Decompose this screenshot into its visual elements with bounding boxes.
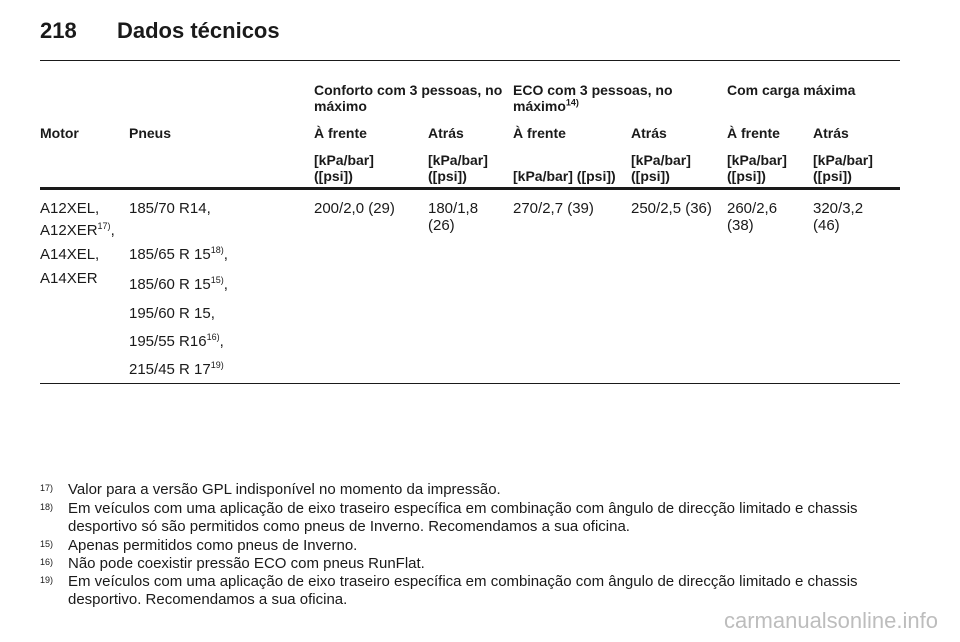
pressure-value-comfort-front: 200/2,0 (29) [314,200,395,217]
col-header-tyres: Pneus [129,125,172,141]
motor-cell: A12XER$^{17)}$, [40,221,115,239]
group-header-max-load: Com carga máxima [727,82,856,98]
col-header-max-rear: Atrás [813,125,849,141]
bottom-rule [40,383,900,384]
col-header-eco-front: À frente [513,125,566,141]
col-header-motor: Motor [40,125,79,141]
footnote-text: Apenas permitidos como pneus de Inverno. [68,537,358,554]
header-rule [40,187,900,190]
footnote-text: Em veículos com uma aplicação de eixo traseiro específica em combinação com ângulo de direcção limitado e chassis desportivo só são permitidos como pneus de Inverno. Recomendamos a sua oficina. [68,500,858,535]
unit-header: [kPa/bar] ([psi]) [813,152,873,184]
tyre-cell: 195/55 R16$^{16)}$, [129,332,224,350]
footnote-text: Em veículos com uma aplicação de eixo traseiro específica em combinação com ângulo de direcção limitado e chassis desportivo. Recomendamos a sua oficina. [68,573,858,608]
footnote-text: Valor para a versão GPL indisponível no momento da impressão. [68,481,501,498]
motor-cell: A14XER [40,270,98,287]
footnote-mark: 16) [40,557,54,567]
group-header-comfort: Conforto com 3 pessoas, no máximo [314,82,503,114]
tyre-cell: 195/60 R 15, [129,305,215,322]
unit-header: [kPa/bar] ([psi]) [631,152,691,184]
footnote-mark: 17) [40,483,54,493]
pressure-value-max-front: 260/2,6 (38) [727,200,778,234]
tyre-cell: 215/45 R 17$^{19)}$ [129,360,224,378]
top-rule [40,60,900,61]
col-header-comfort-front: À frente [314,125,367,141]
unit-header: [kPa/bar] ([psi]) [428,152,488,184]
unit-header: [kPa/bar] ([psi]) [513,168,616,184]
col-header-max-front: À frente [727,125,780,141]
footnote-mark: 19) [40,575,54,585]
footnote-mark: 18) [40,502,54,512]
col-header-eco-rear: Atrás [631,125,667,141]
watermark: carmanualsonline.info [723,608,938,633]
group-header-eco: ECO com 3 pessoas, no máximo$^{14)}$ [513,82,673,114]
page-title: Dados técnicos [117,18,280,43]
tyre-cell: 185/65 R 15$^{18)}$, [129,245,228,263]
motor-cell: A12XEL, [40,200,100,217]
tyre-cell: 185/70 R14, [129,200,211,217]
footnote-mark: 15) [40,539,54,549]
pressure-value-eco-rear: 250/2,5 (36) [631,200,712,217]
pressure-value-max-rear: 320/3,2 (46) [813,200,864,234]
unit-header: [kPa/bar] ([psi]) [314,152,374,184]
col-header-comfort-rear: Atrás [428,125,464,141]
pressure-value-eco-front: 270/2,7 (39) [513,200,594,217]
motor-cell: A14XEL, [40,246,100,263]
tyre-cell: 185/60 R 15$^{15)}$, [129,275,228,293]
unit-header: [kPa/bar] ([psi]) [727,152,787,184]
pressure-value-comfort-rear: 180/1,8 (26) [428,200,479,234]
page-number: 218 [40,18,77,43]
footnote-text: Não pode coexistir pressão ECO com pneus RunFlat. [68,555,425,572]
